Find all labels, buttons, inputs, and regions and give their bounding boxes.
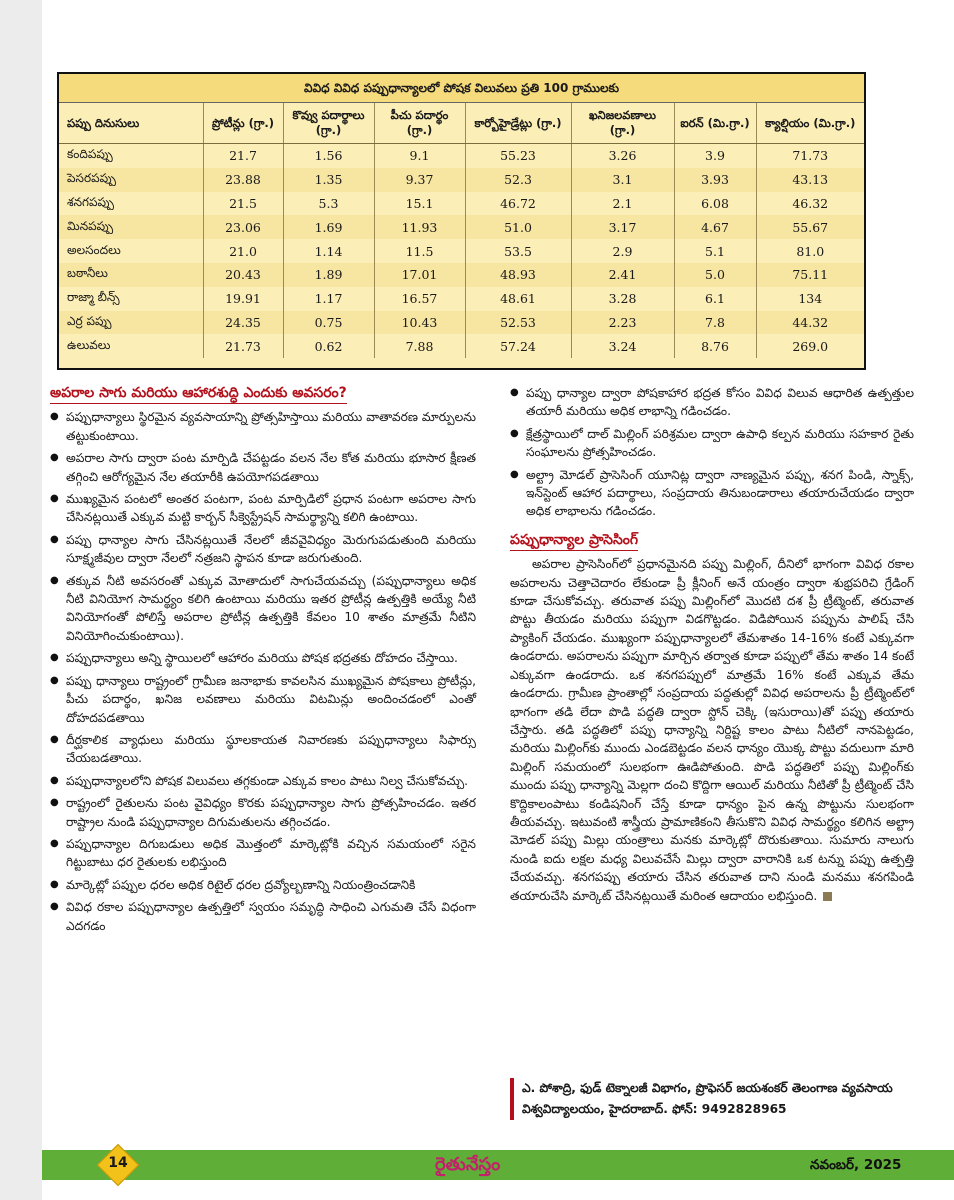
value-cell: 19.91 xyxy=(203,287,283,311)
value-cell: 1.14 xyxy=(283,239,374,263)
end-mark-icon xyxy=(823,892,832,901)
value-cell: 4.67 xyxy=(674,215,756,239)
value-cell: 5.3 xyxy=(283,192,374,216)
col-header: ప్రోటీన్లు (గ్రా.) xyxy=(203,103,283,144)
value-cell: 3.9 xyxy=(674,144,756,168)
value-cell: 1.35 xyxy=(283,168,374,192)
table-row xyxy=(59,168,864,192)
value-cell: 3.17 xyxy=(571,215,674,239)
value-cell: 48.93 xyxy=(465,263,571,287)
value-cell: 21.5 xyxy=(203,192,283,216)
table-row xyxy=(59,287,864,311)
col-header: కార్బోహైడ్రేట్లు (గ్రా.) xyxy=(465,103,571,144)
right-column xyxy=(510,384,914,905)
value-cell: 52.3 xyxy=(465,168,571,192)
table-row xyxy=(59,192,864,216)
list-item: ● దీర్ఘకాలిక వ్యాధులు మరియు స్థూలకాయత నివారణకు పప్పుధాన్యాలు సిఫార్సు చేయబడతాయి. xyxy=(50,731,476,768)
value-cell: 48.61 xyxy=(465,287,571,311)
value-cell: 46.72 xyxy=(465,192,571,216)
pulse-name-cell: మినపప్పు xyxy=(59,215,203,239)
right-bullet-list xyxy=(510,384,914,521)
table-body xyxy=(59,144,864,359)
value-cell: 269.0 xyxy=(756,334,864,358)
pulse-name-cell: శనగపప్పు xyxy=(67,194,114,209)
page-number-badge xyxy=(98,1146,138,1184)
value-cell: 9.1 xyxy=(374,144,465,168)
value-cell: 46.32 xyxy=(756,192,864,216)
list-item: ● పప్పుధాన్యాల దిగుబడులు అధిక మొత్తంలో మార్కెట్లోకి వచ్చిన సమయంలో సరైన గిట్టుబాటు ధర రైతులకు లభిస్తుంది xyxy=(50,835,476,872)
processing-paragraph xyxy=(510,555,914,905)
value-cell: 53.5 xyxy=(465,239,571,263)
value-cell: 21.73 xyxy=(203,334,283,358)
value-cell: 55.23 xyxy=(465,144,571,168)
value-cell: 44.32 xyxy=(756,311,864,335)
pulse-name-cell: ఉలువలు xyxy=(67,337,111,352)
table-row xyxy=(59,334,864,358)
value-cell: 3.93 xyxy=(674,168,756,192)
value-cell: 2.1 xyxy=(571,192,674,216)
pulse-name-cell: కందిపప్పు xyxy=(67,147,113,162)
col-header: ఐరన్ (మి.గ్రా.) xyxy=(674,103,756,144)
list-item: ● ముఖ్యమైన పంటలో అంతర పంటగా, పంట మార్పిడిలో ప్రధాన పంటగా అపరాల సాగు చేసినట్లయితే ఎక్కువ మట్టి కార్బన్ సీక్వెస్ట్రేషన్ సామర్థ్యాన్ని కలిగి ఉంటాయి. xyxy=(50,490,476,527)
pulse-name-cell: పెసరపప్పు xyxy=(59,168,203,192)
value-cell: 11.5 xyxy=(374,239,465,263)
col-header: కొవ్వు పదార్థాలు (గ్రా.) xyxy=(283,103,374,144)
value-cell: 1.69 xyxy=(283,215,374,239)
pulse-name-cell: ఎర్ర పప్పు xyxy=(59,311,203,335)
col-header: పప్పు దినుసులు xyxy=(59,103,203,144)
value-cell: 24.35 xyxy=(203,311,283,335)
col-header: పీచు పదార్థం (గ్రా.) xyxy=(374,103,465,144)
table-row xyxy=(59,215,864,239)
value-cell: 134 xyxy=(756,287,864,311)
value-cell: 23.88 xyxy=(203,168,283,192)
list-item: ● పప్పు ధాన్యాల ద్వారా పోషకాహార భద్రత కోసం వివిధ విలువ ఆధారిత ఉత్పత్తుల తయారీ మరియు అధిక లాభాన్ని గడించడం. xyxy=(510,384,914,421)
value-cell: 21.0 xyxy=(203,239,283,263)
list-item: ● రాష్ట్రంలో రైతులను పంట వైవిధ్యం కొరకు పప్పుధాన్యాల సాగు ప్రోత్సహించడం. ఇతర రాష్ట్రాల నుండి పప్పుధాన్యాల దిగుమతులను తగ్గించడం. xyxy=(50,794,476,831)
pulse-name-cell: రాజ్మా బీన్స్ xyxy=(67,290,120,305)
value-cell: 7.8 xyxy=(674,311,756,335)
col-header: ఖనిజలవణాలు (గ్రా.) xyxy=(571,103,674,144)
value-cell: 17.01 xyxy=(374,263,465,287)
table-header-row xyxy=(59,103,864,144)
magazine-logo: రైతునేస్తం xyxy=(435,1154,501,1175)
list-item: ● పప్పుధాన్యాలు స్థిరమైన వ్యవసాయాన్ని ప్రోత్సహిస్తాయి మరియు వాతావరణ మార్పులను తట్టుకుంటాయి. xyxy=(50,408,476,445)
section-heading-why-pulses: అపరాల సాగు మరియు ఆహారశుద్ధి ఎందుకు అవసరం? xyxy=(50,384,347,404)
pulse-name-cell: అలసందలు xyxy=(67,242,121,257)
left-column xyxy=(50,384,476,939)
table-title: వివిధ వివిధ పప్పుధాన్యాలలో పోషక విలువలు ప్రతి 100 గ్రాములకు xyxy=(59,74,864,103)
value-cell: 3.1 xyxy=(571,168,674,192)
value-cell: 2.23 xyxy=(571,311,674,335)
value-cell: 10.43 xyxy=(374,311,465,335)
list-item: ● పప్పు ధాన్యాలు రాష్ట్రంలో గ్రామీణ జనాభాకు కావలసిన ముఖ్యమైన పోషకాలు ప్రోటీన్లు, పీచు పదార్థం, ఖనిజ లవణాలు మరియు విటమిన్లు అందించడంలో ఎంతో దోహదపడతాయి xyxy=(50,672,476,727)
author-credit: ఎ. పోశాద్రి, ఫుడ్ టెక్నాలజీ విభాగం, ప్రొఫెసర్ జయశంకర్ తెలంగాణ వ్యవసాయ విశ్వవిద్యాలయం, హైదరాబాద్. ఫోన్: 9492828965 xyxy=(510,1078,914,1120)
value-cell: 0.62 xyxy=(283,334,374,358)
table-row xyxy=(59,144,864,168)
pulse-name-cell: బఠానీలు xyxy=(59,263,203,287)
value-cell: 8.76 xyxy=(674,334,756,358)
list-item: ● అల్ట్రా మోడల్ ప్రాసెసింగ్ యూనిట్ల ద్వారా నాణ్యమైన పప్పు, శనగ పిండి, స్నాక్స్, ఇన్‌స్టెంట్ ఆహార పదార్థాలు, సంప్రదాయ తినుబండారాలు తయారుచేయడం ద్వారా అధిక లాభాలను గడించడం. xyxy=(510,466,914,521)
value-cell: 6.08 xyxy=(674,192,756,216)
value-cell: 75.11 xyxy=(756,263,864,287)
table-row xyxy=(59,239,864,263)
list-item: ● పప్పు ధాన్యాల సాగు చేసినట్లయితే నేలలో జీవవైవిధ్యం మెరుగుపడుతుంది మరియు సూక్ష్మజీవుల ద్వారా నేలలో నత్రజని స్థాపన కూడా జరుగుతుంది. xyxy=(50,531,476,568)
value-cell: 71.73 xyxy=(756,144,864,168)
value-cell: 2.9 xyxy=(571,239,674,263)
value-cell: 15.1 xyxy=(374,192,465,216)
value-cell: 57.24 xyxy=(465,334,571,358)
value-cell: 3.28 xyxy=(571,287,674,311)
nutrition-table xyxy=(57,72,866,370)
value-cell: 11.93 xyxy=(374,215,465,239)
list-item: ● అపరాల సాగు ద్వారా పంట మార్పిడి చేపట్టడం వలన నేల కోత మరియు భూసార క్షీణత తగ్గించి ఆరోగ్యమైన నేల తయారీకి ఉపయోగపడతాయి xyxy=(50,449,476,486)
value-cell: 3.26 xyxy=(571,144,674,168)
list-item: ● పప్పుధాన్యాలు అన్ని స్థాయిలలో ఆహారం మరియు పోషక భద్రతకు దోహదం చేస్తాయి. xyxy=(50,649,476,667)
value-cell: 55.67 xyxy=(756,215,864,239)
section-heading-processing: పప్పుధాన్యాల ప్రాసెసింగ్ xyxy=(510,531,638,551)
value-cell: 0.75 xyxy=(283,311,374,335)
list-item: ● వివిధ రకాల పప్పుధాన్యాల ఉత్పత్తిలో స్వయం సమృద్ధి సాధించి ఎగుమతి చేసే విధంగా ఎదగడం xyxy=(50,898,476,935)
list-item: ● తక్కువ నీటి అవసరంతో ఎక్కువ మోతాదులో సాగుచేయవచ్చు (పప్పుధాన్యాలు అధిక నీటి వినియోగ సామర్థ్యం కలిగి ఉంటాయి మరియు ఇతర ప్రోటీన్ల ఉత్పత్తికి అయ్యే నీటి వినియోగంతో పోలిస్తే అపరాల ప్రోటీన్ల ఉత్పత్తికి కేవలం 10 శాతం మాత్రమే నీటిని వినియోగించుకుంటాయి). xyxy=(50,572,476,646)
value-cell: 43.13 xyxy=(756,168,864,192)
issue-date: నవంబర్, 2025 xyxy=(810,1157,902,1173)
value-cell: 1.56 xyxy=(283,144,374,168)
value-cell: 81.0 xyxy=(756,239,864,263)
value-cell: 1.89 xyxy=(283,263,374,287)
list-item: ● క్షేత్రస్థాయిలో దాల్ మిల్లింగ్ పరిశ్రమల ద్వారా ఉపాధి కల్పన మరియు సహకార రైతు సంఘాలను ప్రోత్సహించడం. xyxy=(510,425,914,462)
value-cell: 7.88 xyxy=(374,334,465,358)
table-row xyxy=(59,263,864,287)
value-cell: 9.37 xyxy=(374,168,465,192)
list-item: ● పప్పుధాన్యాలలోని పోషక విలువలు తగ్గకుండా ఎక్కువ కాలం పాటు నిల్వ చేసుకోవచ్చు. xyxy=(50,772,476,790)
page-edge-strip xyxy=(0,0,42,1200)
value-cell: 52.53 xyxy=(465,311,571,335)
value-cell: 23.06 xyxy=(203,215,283,239)
value-cell: 5.1 xyxy=(674,239,756,263)
value-cell: 21.7 xyxy=(203,144,283,168)
value-cell: 20.43 xyxy=(203,263,283,287)
processing-text: అపరాల ప్రాసెసింగ్‌లో ప్రధానమైనది పప్పు మిల్లింగ్, దీనిలో భాగంగా వివిధ రకాల అపరాలను చెత్తాచెదారం లేకుండా ప్రీ క్లీనింగ్ అనే యంత్రం ద్వారా శుభ్రపరిచి గ్రేడింగ్ కూడా చేసుకోవచ్చు. తరువాత పప్పు మిల్లింగ్‌లో మొదటి దశ ప్రీ ట్రీట్మెంట్, తరువాత పొట్టు తీయడం మరియు పప్పుగా విడగొట్టడం. విడిపోయిన పప్పును పాలిష్ చేసి ప్యాకింగ్ చేయడం. ముఖ్యంగా పప్పుధాన్యాలలో తేమశాతం 14-16% కంటే ఎక్కువగా ఉండరాదు. అపరాలను పప్పుగా మార్చిన తర్వాత కూడా పప్పులో తేమ శాతం 14 కంటే ఎక్కువగా ఉండరాదు. ఒక శనగపప్పులో మాత్రమే 16% కంటే ఎక్కువ తేమ ఉండరాదు. గ్రామీణ ప్రాంతాల్లో సంప్రదాయ పద్ధతుల్లో వివిధ అపరాలను ప్రీ ట్రీట్మెంట్‌లో భాగంగా తడి లేదా పొడి పద్ధతి ద్వారా స్టోన్ చెక్కి (ఇసురాయి)తో పప్పు తయారు చేస్తారు. తడి పద్ధతిలో పప్పు ధాన్యాన్ని నిర్దిష్ట కాలం పాటు నీటిలో నానపెట్టడం, మరియు మిల్లింగ్‌కు ముందు ఎండబెట్టడం వలన ధాన్యం యొక్క పొట్టు వదులుగా మారి మిల్లింగ్ సమయంలో సులభంగా ఊడిపోతుంది. పొడి పద్ధతిలో పప్పు మిల్లింగ్‌కు ముందు పప్పు ధాన్యాన్ని మెల్లగా దంచి కొద్దిగా ఆయిల్ మరియు నీటితో ప్రీ ట్రీట్మెంట్ చేసి కొద్దికాలంపాటు కండిషనింగ్ చేస్తే కూడా ధాన్యం పైన ఉన్న పొట్టును సులభంగా తీయవచ్చు. ఇటువంటి శాస్త్రీయ ప్రామాణికంని తీసుకొని వివిధ సామర్థ్యం కలిగిన అల్ట్రా మోడల్ పప్పు మిల్లు యంత్రాలు మనకు మార్కెట్లో దొరుకుతాయి. సుమారు నాలుగు నుండి ఐదు లక్షల మధ్య విలువచేసే మిల్లు ద్వారా వారానికి ఒక టన్ను పప్పు ఉత్పత్తి చేయవచ్చు. శనగపప్పు తయారు చేసిన తరువాత దాని నుండి మనము శనగపిండి తయారుచేసి మార్కెట్ చేసినట్లయితే మరింత ఆదాయం లభిస్తుంది. xyxy=(510,557,914,903)
value-cell: 5.0 xyxy=(674,263,756,287)
nutrition-grid xyxy=(59,103,864,358)
value-cell: 1.17 xyxy=(283,287,374,311)
table-row xyxy=(59,311,864,335)
value-cell: 6.1 xyxy=(674,287,756,311)
list-item: ● మార్కెట్లో పప్పుల ధరల అధిక రిటైల్ ధరల ద్రవ్యోల్బణాన్ని నియంత్రించడానికి xyxy=(50,876,476,894)
value-cell: 51.0 xyxy=(465,215,571,239)
value-cell: 3.24 xyxy=(571,334,674,358)
value-cell: 16.57 xyxy=(374,287,465,311)
col-header: క్యాల్షియం (మి.గ్రా.) xyxy=(756,103,864,144)
left-bullet-list xyxy=(50,408,476,935)
value-cell: 2.41 xyxy=(571,263,674,287)
page-number: 14 xyxy=(108,1155,128,1171)
